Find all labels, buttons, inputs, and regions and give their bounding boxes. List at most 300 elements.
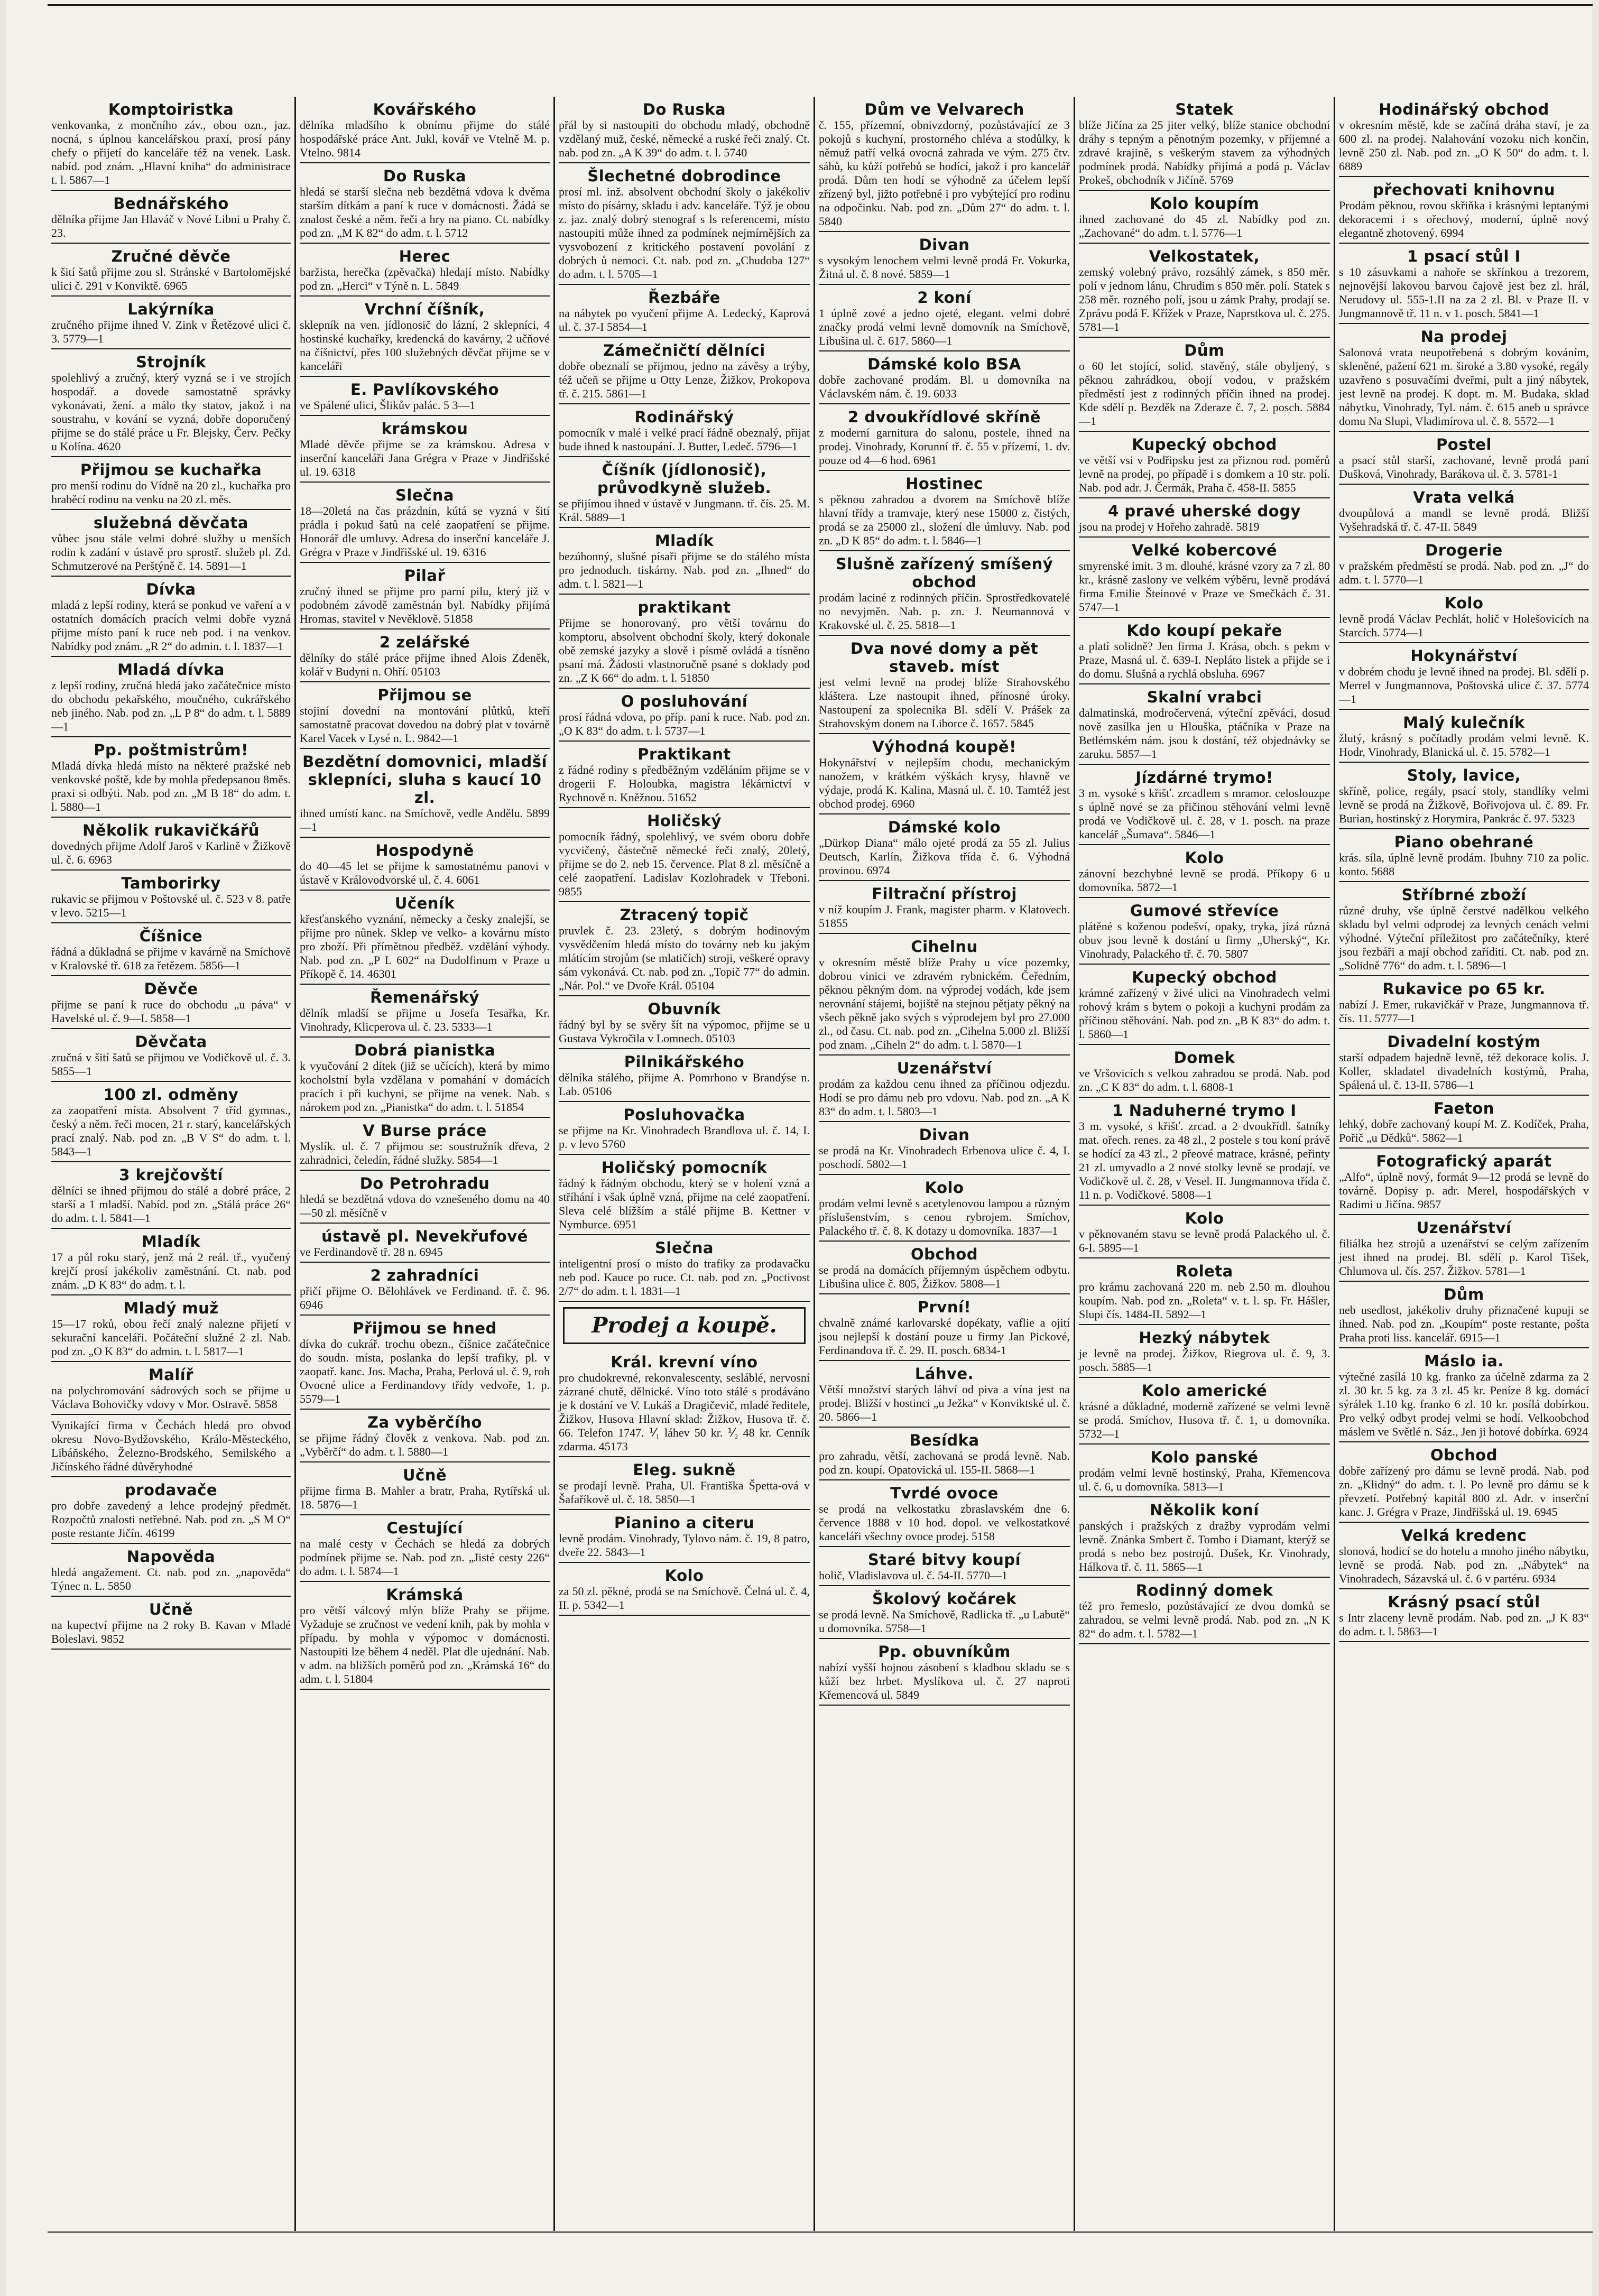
ad-headline: Obchod (911, 1245, 978, 1263)
ad-headline: Kdo koupí pekaře (1126, 622, 1282, 640)
classified-ad (300, 838, 550, 891)
ad-text: řádná a důkladná se přijme v kavárně na Smíchově v Kralovské tř. 618 za řetězem. 5856—1 (51, 945, 291, 972)
classified-ad (300, 483, 550, 563)
ad-headline: prodavače (124, 1481, 218, 1499)
classified-ad (559, 808, 810, 902)
ad-headline: Zručné děvče (111, 247, 231, 265)
ad-text: hledá angažement. Ct. nab. pod zn. „napověda“ Týnec n. L. 5850 (51, 1566, 291, 1593)
classified-ad (559, 163, 810, 285)
ad-text: a psací stůl starší, zachované, levně prodá paní Dušková, Vinohrady, Barákova ul. č. 3. 5781-1 (1339, 453, 1589, 480)
ad-text: dělníka mladšího k obnímu přijme do stálé hospodářské práce Ant. Jukl, kovář ve Vtelně M. p. Vtelno. 9814 (300, 118, 550, 159)
classified-ad (1339, 97, 1589, 177)
ad-text: na malé cesty v Čechách se hledá za dobrých podmínek přijme se. Nab. pod zn. „Jisté cesty 226“ do adm. t. l. 5874—1 (300, 1537, 550, 1578)
ad-text: s pěknou zahradou a dvorem na Smíchově blíže hlavní třídy a tramvaje, který nese 15000 z. čistých, prodá se za 25000 zl., složení dle úmluvy. Nab. pod zn. „D K 85“ do adm. t. l. 5846—1 (819, 493, 1070, 547)
ad-text: ve Spálené ulici, Šlikův palác. 5 3—1 (300, 399, 476, 412)
ad-headline: Krámská (386, 1586, 464, 1604)
classified-ad (819, 1294, 1070, 1361)
ad-text: na kupectví přijme na 2 roky B. Kavan v Mladé Boleslavi. 9852 (51, 1618, 291, 1645)
ad-headline: Malíř (148, 1366, 194, 1384)
ad-text: krás. síla, úplně levně prodám. Ibuhny 710 za polic. konto. 5688 (1339, 851, 1589, 878)
ad-text: zemský volebný právo, rozsáhlý zámek, s 850 měr. polí v jednom lánu, Chrudim s 850 měr. polí. Statek s 258 měr. rozného polí, jsou u zámk Prahy, prodají se. Zprávu podá F. Křížek v Praze, Naprstkova ul. č. 275. 5781—1 (1079, 265, 1330, 334)
ad-headline: Několik koní (1150, 1501, 1259, 1519)
ad-headline: Kolo (1185, 1209, 1224, 1227)
classified-ad (559, 338, 810, 404)
ad-text: plátěné s koženou podešví, opaky, tryka, jízá různá obuv jsou levně k dostání u firmy „Uherský“, Kr. Vinohrady, Palackého tř. č. 70. 5807 (1079, 920, 1330, 960)
ad-headline: Přijmou se kuchařka (80, 461, 262, 479)
ad-text: Mladé děvče přijme se za krámskou. Adresa v inserční kanceláři Jana Grégra v Praze v Jindřišské ul. 19. 6318 (300, 438, 550, 478)
ad-text: 18—20letá na čas prázdnin, kútá se vyzná v šití prádla i pokud šatů na celé zaopatření se přijme. Honorář dle umluvy. Adresa do inserční kanceláře J. Grégra v Praze v Jindřišské ul. 19. 6316 (300, 504, 550, 559)
ad-text: dobře zařízený pro dámu se levně prodá. Nab. pod zn. „Klidný“ do adm. t. l. Po levně pro dámu se k převzetí. Potřebný kapitál 800 zl. Adr. v inserční kanc. J. Grégra v Praze, Jindřišská ul. 19. 6945 (1339, 1464, 1589, 1519)
classified-ad (1339, 976, 1589, 1029)
ad-text: č. 155, přízemní, obnivzdorný, pozůstávající ze 3 pokojů s kuchyní, prostorného chléva a stodůlky, k němuž patří velká ovocná zahrada ve vým. 275 čtv. sáhů, ku kůží potřebů se hodící, jakož i pro kancelář prodá. Dům ten hodí se výhodně za účelem lepší zřízený byl, jižto potřebné i pro vybýtející pro rodinu na odpočinku. Nab. pod zn. „Dům 27“ do adm. t. l. 5840 (819, 118, 1070, 228)
ad-text: dobře obeznalí se přijmou, jedno na závěsy a trýby, též učeň se přijme u Otty Lenze, Žižkov, Prokopova tř. č. 215. 5861—1 (559, 359, 810, 400)
ad-text: Myslík. ul. č. 7 přijmou se: soustružník dřeva, 2 zahradnici, čeledín, řádné služky. 5854—1 (300, 1140, 550, 1166)
classified-ad (51, 191, 291, 244)
ad-text: Mladá dívka hledá místo na některé pražské neb venkovské poště, kde by mohla předepsanou 8měs. praxi si odbýti. Nab. pod zn. „M B 18“ do adm. t. l. 5880—1 (51, 759, 291, 813)
ad-text: stojiní dovední na montování plůtků, kteří samostatně pracovat dovedou na dobrý plat v továrně Karel Vacek v Lysé n. L. 9842—1 (300, 704, 550, 745)
classified-ad (559, 902, 810, 996)
ad-text: 17 a půl roku starý, jenž má 2 reál. tř., vyučený krejčí prosí jakékoliv zaměstnání. Ct. nab. pod znám. „D K 83“ do adm. t. l. (51, 1251, 291, 1291)
ad-headline: Dámské kolo BSA (867, 355, 1021, 373)
ad-text: se prodají levně. Praha, Ul. Františka Špetta-ová v Šafaříkově ul. č. 18. 5850—1 (559, 1479, 810, 1506)
ad-headline: Pilař (404, 567, 446, 585)
ad-text: baržista, herečka (zpěvačka) hledají místo. Nabídky pod zn. „Herci“ v Týně n. L. 5849 (300, 265, 550, 292)
ad-text: ve Vršovicích s velkou zahradou se prodá. Nab. pod zn. „C K 83“ do adm. t. l. 6808-1 (1079, 1067, 1330, 1094)
classified-ads-page (48, 4, 1593, 2231)
ad-headline: Kolo panské (1150, 1448, 1259, 1466)
classified-ad (1079, 1098, 1330, 1206)
ad-text: dobře zachované prodám. Bl. u domovníka na Václavském nám. č. 19. 6033 (819, 373, 1070, 400)
ad-text: ihned zachované do 45 zl. Nabídky pod zn. „Zachované“ do adm. t. l. 5776—1 (1079, 212, 1330, 239)
classified-ad (300, 1263, 550, 1316)
ad-headline: Učně (149, 1600, 193, 1618)
ad-headline: Řemenářský (370, 988, 479, 1006)
ad-headline: Kupecký obchod (1132, 436, 1277, 453)
classified-ad (300, 629, 550, 682)
classified-ad (51, 1544, 291, 1597)
ad-text: prosí ml. inž. absolvent obchodní školy o jakékoliv místo do písárny, skladu i adv. kanceláře. Týž je obou z. jaz. znalý dobrý stenograf s ls referencemi, místo nastoupiti může ihned za podmínek nejmírnějších za vysvobození z kritického postavení povolání z dobrých ů nemoci. Ct. nab. pod zn. „Chudoba 127“ do adm. t. l. 5705—1 (559, 185, 810, 281)
ad-text: se přijme na Kr. Vinohradech Brandlova ul. č. 14, I. p. v levo 5760 (559, 1124, 810, 1151)
ad-headline: Piano obehrané (1394, 833, 1534, 851)
classified-ad (819, 1242, 1070, 1294)
ad-headline: Jízdárné trymo! (1135, 769, 1273, 786)
classified-ad (559, 1155, 810, 1235)
classified-ad (300, 1582, 550, 1690)
ad-text: pro krámu zachovaná 220 m. neb 2.50 m. dlouhou koupím. Nab. pod zn. „Roleta“ v. t. l. sp. Fr. Hášler, Slupi čís. 1484-II. 5892—1 (1079, 1280, 1330, 1321)
ad-headline: Bezdětní domovnici, mladší sklepníci, sluha s kaucí 10 zl. (302, 753, 547, 807)
classified-ad (51, 1162, 291, 1229)
ad-text: se prodá na domácích příjemným úspěchem odbytu. Libušina ulice č. 805, Žižkov. 5808—1 (819, 1263, 1070, 1290)
ad-text: starší odpadem bajedně levně, též dekorace kolis. J. Koller, skladatel divadelních kostýmů, Praha, Spálená ul. č. 13-II. 5786—1 (1339, 1051, 1589, 1091)
ad-headline: Kolo (664, 1567, 704, 1585)
classified-ad (1339, 1282, 1589, 1348)
ad-headline: Pp. obuvníkům (878, 1643, 1011, 1661)
ad-headline: Kupecký obchod (1132, 968, 1277, 986)
ad-text: se prodá na Kr. Vinohradech Erbenova ulice č. 4, I. poschodí. 5802—1 (819, 1144, 1070, 1171)
ad-text: též pro řemeslo, pozůstávající ze dvou domků se zahradou, se velmi levně prodá. Nab. pod zn. „N K 82“ do adm. t. l. 5782—1 (1079, 1599, 1330, 1640)
classified-ad (300, 1515, 550, 1582)
ad-text: 1 úplně zové a jedno ojeté, elegant. velmi dobré značky prodá velmi levně domovník na Smíchově, Libušina ul. č. 617. 5860—1 (819, 307, 1070, 347)
ad-text: Větší množství starých láhví od piva a vína jest na prodej. Bližší v hostinci „u Ježka“ v Konviktské ul. č. 20. 5866—1 (819, 1383, 1070, 1423)
ad-text: zručná v šití šatů se přijmou ve Vodičkově ul. č. 3. 5855—1 (51, 1051, 291, 1078)
classified-ad (819, 471, 1070, 551)
ad-text: o 60 let stojící, solid. stavěný, stále obyljený, s pěknou zahrádkou, obojí vodou, v pražském předměstí jest z rodinných příčin ihned na prodej. Kde sdělí p. Bezděk na Zderaze č. 7, 2. posch. 5884—1 (1079, 359, 1330, 428)
ad-text: dvoupůlová a mandl se levně prodá. Bližší Vyšehradská tř. č. 47-II. 5849 (1339, 506, 1589, 533)
column-2 (296, 97, 555, 2231)
classified-ad (1079, 684, 1330, 765)
ad-headline: služebná děvčata (94, 514, 248, 532)
ad-headline: Učeník (394, 894, 455, 912)
ad-text: 3 m. vysoké, s křišť. zrcad. a 2 dvoukřídl. šatníky mat. ořech. renes. za 48 zl., 2 postele s tou koní právě se hodící za 43 zl., 2 přeové matrace, krásné, peřinty 21 zl. umyvadlo a 2 nové stolky levně se prodají. ve Vodičkově ul. č. 28, v Vesel. II. Jungmannova třída č. 11 n. p. Vodičkové. 5808—1 (1079, 1119, 1330, 1201)
classified-ad (819, 1480, 1070, 1547)
classified-ad (1339, 763, 1589, 829)
ad-text: přijme firma B. Mahler a bratr, Praha, Rytířská ul. 18. 5876—1 (300, 1484, 550, 1511)
classified-ad (559, 1510, 810, 1563)
ad-headline: Besídka (909, 1431, 979, 1449)
classified-ad (1339, 1096, 1589, 1149)
classified-ad (559, 1349, 810, 1457)
classified-ad (1339, 177, 1589, 244)
ad-headline: Do Ruska (383, 167, 467, 185)
ad-headline: Zámečničtí dělníci (603, 341, 765, 359)
ad-text: v dobrém chodu je levně ihned na prodej. Bl. sdělí p. Merrel v Jungmannova, Poštovská ulice č. 37. 5774—1 (1339, 665, 1589, 706)
ad-headline: Hokynářství (1410, 647, 1518, 665)
ad-headline: Mladík (654, 532, 714, 550)
ad-text: přičí přijme O. Bělohlávek ve Ferdinand. tř. č. 96. 6946 (300, 1284, 550, 1311)
ad-headline: Hostinec (905, 475, 983, 493)
ad-headline: Slečna (395, 486, 454, 504)
ad-headline: Fotografický aparát (1376, 1152, 1552, 1170)
ad-headline: Drogerie (1425, 541, 1503, 559)
ad-headline: Stoly, lavice, (1407, 766, 1521, 784)
ad-text: v okresním městě blíže Prahy u více pozemky, dobrou vinici ve zdravém rybnickém. Čeředním, pěknou pěkným dom. na výprodej vodách, kde jsem nerovnání stájemi, bojiště na stejnou pětjaty pěkný na všech pěkně jako svých s výprodejem byl pro 27.000 zl., od času. Ct. nab. pod zn. „Cihelna 5.000 zl. Bližší pod znam. „Ciheln 2“ do adm. t. l. 5870—1 (819, 956, 1070, 1051)
ad-text: jest velmi levně na prodej blíže Strahovského kláštera. Lze nastoupit ihned, přínosné úroky. Nastoupení za spolecnika Bl. sdělí V. Prášek za Strahovským donem na Liborce č. 1657. 5845 (819, 675, 1070, 730)
ad-headline: 2 dvoukřídlové skříně (848, 408, 1041, 426)
ad-text: pro menší rodinu do Vídně na 20 zl., kuchařka pro hraběcí rodinu na venku na 20 zl. měs. (51, 479, 291, 506)
classified-ad (559, 97, 810, 163)
ad-headline: Krásný psací stůl (1388, 1593, 1540, 1611)
ad-headline: Divan (919, 236, 970, 254)
classified-ad (300, 1316, 550, 1410)
classified-ad (300, 377, 550, 416)
ad-text: pro zahradu, větší, zachovaná se prodá levně. Nab. pod zn. koupí. Opatovická ul. 155-II. 5868—1 (819, 1449, 1070, 1476)
classified-ad (819, 734, 1070, 814)
ad-text: za 50 zl. pěkné, prodá se na Smíchově. Čelná ul. č. 4, II. p. 5342—1 (559, 1585, 810, 1612)
ad-headline: Přijmou se (377, 686, 472, 704)
classified-ad (1079, 1325, 1330, 1378)
ad-text: „Dürkop Diana“ málo ojeté prodá za 55 zl. Julius Deutsch, Karlín, Žižkova třída č. 6. Výhodná provinou. 6974 (819, 836, 1070, 877)
ad-headline: Velké kobercové (1131, 541, 1278, 559)
ad-text: skříně, police, regály, psací stoly, standlíky velmi levně se prodá na Žižkově, Bořivojova ul. č. 89. Fr. Burian, hostinský z Horymira, Pankrác č. 97. 5323 (1339, 784, 1589, 825)
ad-headline: Roleta (1176, 1262, 1233, 1280)
classified-ad (1339, 1589, 1589, 1642)
ad-headline: Obuvník (648, 1000, 721, 1018)
ad-text: 15—17 roků, obou řečí znalý nalezne přijetí v sekurační kanceláři. Počáteční služné 2 zl. Nab. pod zn. „O K 83“ do admin. t. l. 5817—1 (51, 1317, 291, 1358)
classified-ad (300, 1410, 550, 1462)
ad-headline: Několik rukavičkářů (82, 821, 260, 839)
ad-text: dívka do cukrář. trochu obezn., číšnice začátečnice do soudn. místa, poslanka do lepší trafiky, pl. v zaopatř. kanc. Jos. Macha, Praha, Perlová ul. č. 9, roh Ovocné ulice a Ferdinandovy třídy vedvoře, 1. p. 5579—1 (300, 1337, 550, 1405)
ad-headline: Faeton (1434, 1099, 1494, 1117)
classified-ad (300, 416, 550, 483)
ad-headline: Vrata velká (1413, 488, 1515, 506)
ad-headline: Číšník (jídlonosič), průvodkyně služeb. (597, 461, 772, 497)
ad-headline: Máslo ia. (1424, 1352, 1504, 1370)
ad-text: zánovní bezchybné levně se prodá. Příkopy 6 u domovníka. 5872—1 (1079, 867, 1330, 894)
classified-ad (51, 97, 291, 191)
ad-headline: Číšnice (139, 927, 203, 945)
ad-headline: Eleg. sukně (633, 1461, 736, 1479)
ad-text: dalmatinská, modročervená, výteční zpěváci, dosud nově zasílka jen u Hlouška, ptáčníka v Praze na Betlémském nám. jsou k dostání, též objednávky se zaruku. 5857—1 (1079, 706, 1330, 761)
ad-text: pomocník v malé i velké prací řádně obeznalý, přijat bude ihned k nastoupání. J. Butter, Ledeč. 5796—1 (559, 426, 810, 453)
classified-ad (300, 97, 550, 163)
classified-ad (559, 1049, 810, 1102)
ad-text: s Intr zlaceny levně prodám. Nab. pod zn. „J K 83“ do adm. t. l. 5863—1 (1339, 1611, 1589, 1638)
ad-text: ihned umístí kanc. na Smíchově, vedle Andělu. 5899—1 (300, 807, 550, 834)
ad-text: Přijme se honorovaný, pro větší továrnu do komptoru, absolvent obchodní školy, který dokonale obě zemské jazyky a slově i písmě ovládá a tísněno psaní má. Žádosti vlastnoručně psané s doklady pod zn. „Z K 66“ do adm. t. l. 51850 (559, 616, 810, 684)
classified-ad (1339, 590, 1589, 643)
classified-ad (819, 551, 1070, 636)
ad-headline: Divan (919, 1126, 970, 1144)
ad-headline: Učně (402, 1466, 447, 1484)
page-bottom-rule (48, 2232, 1593, 2233)
ad-text: jsou na prodej v Hořeho zahradě. 5819 (1079, 520, 1260, 533)
ad-headline: Mladý muž (123, 1299, 219, 1317)
ad-text: ve větší vsi v Podřipsku jest za přiznou rod. poměrů levně na prodej, po případě i s domkem a 10 str. polí. Nab. pod adr. J. Čermák, Praha č. 458-II. 5855 (1079, 453, 1330, 494)
ad-headline: Řezbáře (648, 289, 720, 307)
classified-ad (300, 297, 550, 377)
ad-headline: Dobrá pianistka (354, 1041, 496, 1059)
ad-text: Prodám pěknou, rovou skřiňka i krásnými leptanými dekoracemi i s ořechový, moderní, úplně nový elegantně zhotovený. 6994 (1339, 199, 1589, 239)
classified-ad (51, 1362, 291, 1415)
ad-headline: Do Petrohradu (359, 1174, 490, 1192)
ad-text: pro chudokrevné, rekonvalescenty, sesláblé, nervosní zázrané chutě, dělnické. Víno toto stálé s prodáváno je k dostání ve V. Lukáš a Dragičevič, mladé ředitele, Žižkov, Husova Hlavní sklad: Žižkov, Husova tř. č. 66. Telefon 1747. ⅟₁ láhev 50 kr. ⅟₂ 48 kr. Cenník zdarma. 45173 (559, 1371, 810, 1453)
ad-headline: O posluhování (621, 692, 748, 710)
classified-ad (51, 297, 291, 349)
ad-headline: Kolo americké (1141, 1382, 1268, 1400)
ad-text: prodám za každou cenu ihned za příčinou odjezdu. Hodí se pro dámu neb pro vdovu. Nab. pod zn. „A K 83“ do adm. t. l. 5803—1 (819, 1077, 1070, 1118)
ad-text: pruvlek č. 23. 23letý, s dobrým hodinovým vysvědčením hledá místo do továrny neb ku jakým mlátícím strojům (se mlatičích) stroji, veškeré opravy sám vykonává. Ct. nab. pod zn. „Topič 77“ do admin. „Nár. Pol.“ ve Dvoře Král. 05104 (559, 924, 810, 992)
classified-ad (51, 244, 291, 297)
ad-text: spolehlivý a zručný, který vyzná se i ve strojích hospodář. a dovede samostatně správky vykonávati, žení. a málo tky statov, jakož i na soustrahu, v kování se vyzná, dobře doporučený přijme se do stálé práce u Fr. Blejsky, Červ. Pečky u Kolína. 4620 (51, 371, 291, 453)
classified-ad (51, 1415, 291, 1477)
ad-text: se prodá levně. Na Smíchově, Radlicka tř. „u Labutě“ u domovníka. 5758—1 (819, 1608, 1070, 1635)
ad-text: v pěknovaném stavu se levně prodá Palackého ul. č. 6-I. 5895—1 (1079, 1227, 1330, 1254)
classified-ad (51, 510, 291, 577)
ad-text: chvalně známé karlovarské dopékaty, vaflie a ojití jsou nejlepší k dostání pouze u firmy Jan Pickové, Ferdinandova tř. č. 29. II. posch. 6834-1 (819, 1316, 1070, 1357)
ad-text: holič, Vladislavova ul. č. 54-II. 5770—1 (819, 1569, 1008, 1582)
classified-ad (51, 1082, 291, 1162)
classified-ad (300, 244, 550, 297)
classified-ad (1079, 498, 1330, 538)
ad-headline: 2 zelářské (379, 633, 470, 651)
classified-ad (1079, 244, 1330, 338)
classified-ad (819, 636, 1070, 734)
ad-headline: Statek (1175, 100, 1234, 118)
ad-headline: Za vyběrčího (367, 1413, 482, 1431)
ad-headline: Komptoiristka (108, 100, 234, 118)
ad-headline: 4 pravé uherské dogy (1108, 502, 1301, 520)
ad-text: dělníka stálého, přijme A. Pomrhono v Brandýse n. Lab. 05106 (559, 1071, 810, 1098)
ad-text: hledá se bezdětná vdova do vznešeného domu na 40—50 zl. měsíčně v (300, 1192, 550, 1219)
classified-ad (559, 404, 810, 457)
classified-ad (819, 1175, 1070, 1242)
ad-text: pomocník řádný, spolehlivý, ve svém oboru dobře vycvičený, částečně německé řeči znalý, 20letý, přijme se do 2. neb 15. července. Plat 8 zl. měsíčně a celé zaopatření. Ladislav Kozlohradek v Třeboni. 9855 (559, 830, 810, 898)
ad-headline: Král. krevní víno (611, 1353, 758, 1371)
classified-ad (1079, 338, 1330, 432)
classified-ad (559, 996, 810, 1049)
classified-ad (300, 1171, 550, 1224)
classified-ad (300, 1224, 550, 1263)
ad-text: na polychromování sádrových soch se přijme u Václava Bohovičky vdovy v Mor. Ostravě. 5858 (51, 1384, 291, 1411)
ad-text: se přijme řádný člověk z venkova. Nab. pod zn. „Vyběrčí“ do adm. t. l. 5880—1 (300, 1431, 550, 1458)
ad-text: venkovanka, z mončního záv., obou ozn., jaz. nocná, s úplnou kancelářskou praxí, prosí pány chefy o přijetí do kanceláře též na venek. Lask. nabíd. pod znám. „Hlavní kniha“ do administrace t. l. 5867—1 (51, 118, 291, 187)
classified-ad (1079, 191, 1330, 244)
ad-text: dělníky do stálé práce přijme ihned Alois Zdeněk, kolář v Budyni n. Ohří. 05103 (300, 651, 550, 678)
classified-ad (1079, 965, 1330, 1045)
ad-text: smyrenské imit. 3 m. dlouhé, krásné vzory za 7 zl. 80 kr., krásně zaslony ve velkém výběru, levně prodává firma Emilie Šteinové v Praze ve Smečkách č. 31. 5747—1 (1079, 559, 1330, 614)
ad-text: vůbec jsou stále velmi dobré služby u menších rodin k zadání v ústavě pro sprostř. služeb pl. Zd. Schmutzerové na Perštýně č. 14. 5891—1 (51, 532, 291, 572)
classified-ad (51, 923, 291, 976)
ad-headline: Filtrační přístroj (872, 885, 1017, 903)
ad-text: v níž koupím J. Frank, magister pharm. v Klatovech. 51855 (819, 903, 1070, 930)
ad-headline: Rodinný domek (1135, 1581, 1273, 1599)
ad-headline: 100 zl. odměny (103, 1086, 239, 1104)
ad-headline: Kolo (1444, 594, 1484, 612)
ad-headline: Pp. poštmistrům! (94, 741, 248, 759)
ad-text: pro větší válcový mlýn blíže Prahy se přijme. Vyžaduje se zručnost ve vedení knih, pak by mohla v případu. by mohla v výpomoc v domácnosti. Nastoupiti lze během 4 neděl. Plat dle ujednání. Nab. v adm. na bližších poměrů pod zn. „Krámská 16“ do adm. t. l. 51804 (300, 1604, 550, 1686)
classified-ad (51, 657, 291, 737)
classified-ad (300, 1118, 550, 1171)
ad-headline: 1 psací stůl I (1407, 247, 1521, 265)
classified-ad (1339, 1215, 1589, 1282)
classified-ad (51, 349, 291, 457)
classified-ad (1339, 1523, 1589, 1589)
ad-text: hledá se starší slečna neb bezdětná vdova k dvěma starším dítkám a paní k ruce v domácnosti. Žádá se znalost české a něm. řeči a hry na piano. Ct. nabídky pod zn. „M K 82“ do adm. t. l. 5712 (300, 185, 550, 239)
classified-ad (1079, 1206, 1330, 1258)
classified-ad (51, 457, 291, 510)
ad-text: k šití šatů přijme zou sl. Stránské v Bartolomějské ulici č. 291 v Konviktě. 6965 (51, 265, 291, 292)
ad-text: nabízí vyšší hojnou zásobení s kladbou skladu se s kůží bez hrbet. Myslíkova ul. č. 27 naproti Křemencová ul. 5849 (819, 1661, 1070, 1701)
classified-ad (819, 232, 1070, 285)
classified-ad (300, 891, 550, 985)
classified-ad (559, 1102, 810, 1155)
ad-text: slonová, hodicí se do hotelu a mnoho jiného nábytku, levně se prodá. Nab. pod zn. „Nábytek“ na Vinohradech, Sázavská ul. č. 6 v partéru. 6934 (1339, 1544, 1589, 1585)
ad-text: se prodá na velkostatku zbraslavském dne 6. července 1888 v 10 hod. dopol. ve velkostatkové kanceláři všechny ovoce prodej. 5158 (819, 1502, 1070, 1543)
ad-headline: V Burse práce (363, 1122, 487, 1140)
ad-text: dělníci se ihned přijmou do stálé a dobré práce, 2 starší a 1 mladší. Nabíd. pod zn. „Stálá práce 26“ do adm. t. l. 5841—1 (51, 1184, 291, 1225)
ad-headline: Kolo koupím (1149, 195, 1260, 212)
classified-ad (51, 1295, 291, 1362)
ad-text: ve Ferdinandově tř. 28 n. 6945 (300, 1245, 443, 1258)
ad-text: Vynikající firma v Čechách hledá pro obvod okresu Novo-Bydžovského, Králo-Městeckého, Libáňského, Železno-Brodského, Semilského a Jičínského řádné důvěryhodné (51, 1419, 291, 1473)
classified-ad (1339, 1442, 1589, 1523)
ad-text: zručného přijme ihned V. Zink v Řetězové ulici č. 3. 5779—1 (51, 318, 291, 345)
column-6 (1335, 97, 1593, 2231)
ad-headline: Na prodej (1420, 328, 1508, 346)
classified-ad (559, 595, 810, 689)
ad-headline: Šlechetné dobrodince (587, 167, 781, 185)
classified-ad (1339, 882, 1589, 976)
ad-headline: Vrchní číšník, (364, 300, 485, 318)
ad-headline: Rukavice po 65 kr. (1382, 980, 1546, 998)
ad-headline: Slečna (655, 1239, 714, 1257)
ad-headline: 3 krejčovští (119, 1166, 223, 1184)
classified-ad (559, 285, 810, 338)
classified-ad (819, 404, 1070, 471)
ad-text: levně prodá Václav Pechlát, holič v Holešovicích na Starcích. 5774—1 (1339, 612, 1589, 639)
ad-text: řádný k řádným obchodu, který se v holení vzná a stříhání i však úplně vzná, přijme na celé zaopatření. Sleva celé blížším a stálé přijme B. Kettner v Nymburce. 6951 (559, 1177, 810, 1231)
classified-ad (51, 976, 291, 1029)
classified-ad (300, 985, 550, 1038)
classified-ad (51, 1229, 291, 1295)
classified-ad (559, 1457, 810, 1510)
ad-text: krámné zařízený v živé ulici na Vinohradech velmi rohový krám s bytem o pokoji a kuchyni prodám za příčinou stěhování. Nab. pod zn. „B K 83“ do adm. t. l. 5860—1 (1079, 986, 1330, 1041)
classified-ad (1339, 1029, 1589, 1096)
classified-ad (51, 1597, 291, 1650)
ad-headline: Děvčata (135, 1033, 207, 1051)
ad-headline: Dům ve Velvarech (864, 100, 1024, 118)
classified-ad (819, 934, 1070, 1056)
classified-ad (819, 1428, 1070, 1480)
ad-text: prodám velmi levně s acetylenovou lampou a různým příslušenstvím, s cenou rybrojem. Smíchov, Palackého tř. č. 8. K dotazy u domovníka. 1837—1 (819, 1197, 1070, 1237)
section-banner: Prodej a koupě. (563, 1307, 806, 1344)
ad-headline: Rodinářský (634, 408, 734, 426)
classified-ad (819, 1361, 1070, 1428)
ad-headline: Tvrdé ovoce (890, 1484, 999, 1502)
classified-ad (819, 1122, 1070, 1175)
ad-text: levně prodám. Vinohrady, Tylovo nám. č. 19, 8 patro, dveře 22. 5843—1 (559, 1532, 810, 1559)
ad-text: blíže Jičína za 25 jiter velký, blíže stanice obchodní dráhy s tepným a pěnotným pozemky, v příjemné a zdravé krajině, s veškerým stavem za výhodných podmínek prodá. Nabídky přijímá a podá p. Václav Prokeš, obchodník v Jičíně. 5769 (1079, 118, 1330, 187)
ad-text: prodám velmi levně hostinský, Praha, Křemencova ul. č. 6, u domovníka. 5813—1 (1079, 1466, 1330, 1493)
ad-text: se přijímou ihned v ústavě v Jungmann. tř. čís. 25. M. Král. 5889—1 (559, 497, 810, 524)
ad-text: řádný byl by se svěry šít na výpomoc, přijme se u Gustava Vykročila v Lomnech. 05103 (559, 1018, 810, 1045)
classified-ad (300, 682, 550, 749)
ad-text: z moderní garnitura do salonu, postele, ihned na prodej. Vinohrady, Korunní tř. č. 55 v přízemí, 1. dv. pouze od 4—6 hod. 6961 (819, 426, 1070, 467)
ad-text: s 10 zásuvkami a nahoře se skřínkou a trezorem, nejnovější lakovou barvou čajově jest bez zl. hrál, Nerudovy ul. 555-1.II na za 2 zl. Bl. v Praze II. v Jungmannově tř. 11 n. v 1. posch. 5841—1 (1339, 265, 1589, 320)
ad-headline: Herec (399, 247, 451, 265)
ad-text: prosí řádná vdova, po příp. paní k ruce. Nab. pod zn. „O K 83“ do adm. t. l. 5737—1 (559, 710, 810, 737)
classified-ad (559, 528, 810, 595)
classified-ad (559, 689, 810, 742)
ad-headline: Holičský (647, 812, 722, 830)
ad-headline: Divadelní kostým (1387, 1033, 1541, 1051)
ad-headline: Dámské kolo (888, 818, 1001, 836)
ad-text: dělníka přijme Jan Hlaváč v Nové Libni u Prahy č. 23. (51, 212, 291, 239)
classified-ad (51, 818, 291, 871)
ad-text: dělník mladší se přijme u Josefa Tesařka, Kr. Vinohrady, Klicperova ul. č. 23. 5333—1 (300, 1006, 550, 1033)
classified-ad (1339, 538, 1589, 590)
classified-ad (300, 1038, 550, 1118)
ad-headline: Do Ruska (642, 100, 726, 118)
ad-headline: Pianino a citeru (614, 1514, 755, 1532)
ad-text: a platí solidně? Jen firma J. Krása, obch. s pekm v Praze, Masná ul. č. 639-I. Nepláto listek a přijde se i do domu. Slušná a rychlá obsluha. 6967 (1079, 640, 1330, 680)
ad-headline: Pilnikářského (624, 1053, 745, 1071)
classified-ad (1339, 432, 1589, 485)
ad-headline: Postel (1436, 436, 1492, 453)
classified-ad (1079, 1378, 1330, 1445)
classified-ad (1339, 324, 1589, 432)
classified-ad (51, 737, 291, 818)
ad-text: s vysokým lenochem velmi levně prodá Fr. Vokurka, Žitná ul. č. 8 nové. 5859—1 (819, 254, 1070, 281)
ad-headline: Dům (1184, 341, 1225, 359)
ad-headline: Uzenářství (896, 1059, 992, 1077)
classified-ad (1079, 1045, 1330, 1098)
classified-ad (1339, 1149, 1589, 1215)
classified-ad (51, 871, 291, 923)
ad-headline: Výhodná koupě! (872, 738, 1016, 756)
ad-headline: přechovati knihovnu (1373, 181, 1555, 199)
ad-text: Salonová vrata neupotřebená s dobrým kováním, skleněné, pažení 621 m. široké a 3.80 vysoké, regály uzavřeno s posuvačími dveřmi, pult a jiný nábytek, jest levně na prodej. K dopt. m. M. Budaka, sklad nábytku, Vinohrady, Tyl. nám. č. 615 aneb u správce domu Na Slupi, Vladimírova ul. č. 8. 5572—1 (1339, 346, 1589, 428)
